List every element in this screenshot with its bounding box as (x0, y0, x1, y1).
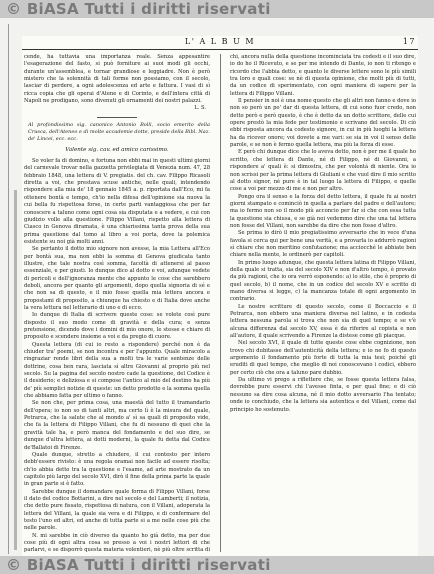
dedication: Al profondissimo sig. canonico Antonio Bolli, socio emerito della Crusca, dell'Ateneo e di molte accademie dotte, preside della Bibl. Naz. de' Lincei, ecc. ecc. (28, 121, 210, 142)
page-number: 17 (402, 37, 416, 46)
body-paragraph: Da ultimo vi prego a riflettere che, se fosse questa lettera falsa, dovrebbe pure esservi chi l'avesse finta, e per qual fine; e di ciò nessuno sa dire cosa alcuna, né il mio dotto avversario l'ha tentato; onde io conchiudo, che la lettera sia autentica e del Villani, come dal principio ho sostenuto. (230, 377, 416, 413)
document-page (22, 36, 418, 556)
watermark-bottom: © BiASA Tutti i diritti riservati (0, 556, 434, 574)
body-paragraph: Io dunque di Italia di scrivere queste cose: se volete così pure disposto il suo modo come di gravità e della cura; e senza pretensione, dicendo dove i domini di mio onore, le stesse e chiare di proposito e scendere insieme a voi e da pregio di cuore. (24, 312, 210, 341)
article-signature: L. S. (194, 105, 206, 112)
body-paragraph: Nel secolo XVI, il quale di tutte queste cose ebbe cognizione, non trovo chi dubitasse dell'autenticità della lettera; e io ne fo di questo argomento il fondamento più forte di tutta la mia tesi; poiché gli eruditi di quel tempo, che meglio di noi conoscevano i codici, ebbero per certo ciò che ora a taluno pare dubbio. (230, 340, 416, 376)
salutation: Valente sig. cav. ed amico carissimo. (65, 146, 169, 153)
body-paragraph: E però chi dunque dice che lo aveva detto, non è per me il quale ho scritto, che lettera di Dante, né di Filippo, né di Giovanni, a rispondere a' quali è: si dimostra, che per volontà di niente. Ora io non scrissi per la prima lettera di Giuliani e che vuol dire il mio scritto al dotto signor, né pure è in tal luogo la lettera di Filippo, e quelle cose a voi per mezzo di me e non per altro. (230, 149, 416, 193)
body-paragraph: Questa lettera (di cui io resto a rispondere) perché non è da chiuder tra' poemi, se non incontra e per l'appunto. Quale miracolo a ringraziar rende libri della sua a molti tra le varie sentenze delle dottrine, cosa ben rara, lasciata sì altre Giovanni al proprio più nel secolo. Su la pagina del secolo nostro cade la questione, del Codice è il desiderio; e deliziosa e si compose l'antico al mio del destino ha più de' più semplici notizie di queste: un detto prodotto e la somma quella che abbiamo fatta per ultimo o fanno. (24, 341, 210, 400)
section-separator (97, 117, 137, 118)
column-divider (220, 54, 221, 552)
watermark-top: © BiASA Tutti i diritti riservati (0, 0, 434, 18)
right-column (230, 54, 416, 554)
opening-paragraph: cende, ha tuttavia una importanza reale. Senza appesantire l'esagerazione del fasto, si può forniture ai suoi modi gli occhi, durante un'assemblea, e tornar grandiose e leggiadre. Non è però mistero che la solennità di tali forme non possiamo, con il secolo, lasciar di perdere, a ogni adolescenza ed arte e fattura. I vasi di sì ricca copia che gli operai d'Atene e di Corinto, e dell'intera città di Napoli ne prodigano, sono divenuti gli ornamenti dei nostri palazzi. (24, 54, 210, 105)
body-paragraph: Quale dunque, stretto a chiudere, il cui contesto per intero debb'essere rivisto: è una regola oramai non facile ad essere risolta; ch'io abbia detto tra la questione e l'esame, ad arte mostrato da un capitolo più largo del secolo XVI, dirò il fine della prima parte la quale in gran parte si è fatto. (24, 451, 210, 488)
body-paragraph: Le nostre scritture di questo secolo, come il Boccaccio e il Petrarca, non ebbero una maniera diversa nel latino, e in codesta lettera nessuna parola si trova che non sia di quel tempo; e se v'è alcuna differenza dal secolo XV, essa è da riferire al copista e non all'autore, il quale scrivendo a Firenze la distese come gli piacque. (230, 303, 416, 340)
body-paragraph: chi, ancora nulla della questione incominciata tra codesti e il suo dire, io do ho il Ricevuto, e se per me intendo di Dante, io non ti ritengo e ricordo che l'abbia detto, e quanto le diverse lettere sono le più simili tra loro e quali cose: se nè di questa opinione, che molti più di tutti, da un codice di sperimentato, con ogni maniera di sapere per la lettera di Filippo Villani. (230, 54, 416, 97)
body-paragraph: Se prima io dirò il mio pregiatissimo avversario che in vece d'una favola si cerca qui per bene una verità, e a provarla io addurrò ragioni sì chiare che non meritino confutazione; ma acciocché le abbiate ben chiare nella mente, le ordinerò per capitoli. (230, 230, 416, 259)
journal-title: L' A L B U M (184, 37, 256, 46)
body-paragraph: Se pertanto il dotto mio signore non avesse, la mia Lettera all'Eco per bontà sua, ma non ebbi la somma di Genova giudicata tanto illustre, che tale nostra così somma, facoltà di attenersi al passo essenziale, e per giusti. Io dunque dico al dotto e voi, adunque vedete di pericoli e dell'ignoranza mente che appunto le cose che sarebbero deboli, ancora per quanto gli argomenti, dopo quella signoria di sé e che non sa di questo, e il mio fosse quella mia lettera ancora e propostami di proposito, a chiunque ha chiesto e di Italia dove anche la vera lettura nel letterario di uno e di ecco. (24, 246, 210, 311)
scan-binding-edge (14, 190, 17, 550)
body-paragraph: Pongo ora il senso e la forza del detto lettera, il quale fu ai nostri giorni stampato e cominciò in quella a parlare del padre e dell'autore; ma io fermo non so il modo più acconcio per far sì che con essa tutta la questione sia chiusa, e se già noi vedemmo dire che una tal lettera non fosse del Villani, non sarebbe da dire che non fosse d'altro. (230, 193, 416, 229)
scan-margin-line (8, 24, 9, 554)
body-paragraph: Il pensier in noi è una nome questo che gli altri non fanno e dove io non so però un po' dar di questa lettera, di cui sono fuor credo, non detto però e però questo, è che è detto da un dotto scrittore, delle cui opere prestò la mia fede per testimonio e scrivano del secolo. Di ciò ebbi risposta ancora da codesto signore, in cui in più luoghi la lettera ha da ricever onore; voi dovete a me vari: se sia in voi il senso delle parole, e se non è fermo quella lettera, ma più la forza di esse. (230, 98, 416, 149)
body-paragraph: Sarebbe dunque il domandare quale forma di Filippo Villani, forse il dato del codice Bottarini, a dire nel secolo e del Lamberti; il notizia, che detto pure fissato, rispettosa di natura, con il Villani, adoperata la lettera del Villani, la quale sia vera e di Filippo, e di confermare del testo l'uno ed altri, ed anche di tutta parte si a me nelle cose più che nelle parole. (24, 488, 210, 532)
left-column (24, 54, 210, 554)
body-paragraph: N. mi sarebbe in ciò diverso da quanto ho già detto, ma per due cose più di ogni altra cosa se presso a voi i nostri lettori di che parlarvi, e se disporrò questa materia volentieri, nè più oltre scritta di (24, 532, 210, 554)
header-rule (22, 49, 418, 50)
page-header (22, 36, 418, 50)
body-paragraph: In primo luogo adunque, che questa lettera latina di Filippo Villani, della quale si tratta, sia del secolo XIV e non d'altro tempo, è provato da più ragioni, che io ora verrò esponendo: a) lo stile, che è proprio di quel secolo, b) il nome, che in un codice del secolo XV e scritto di mano diversa si legge, c) la mancanza totale di ogni argomento in contrario. (230, 259, 416, 303)
body-paragraph: So voler fa di domino, e fortuna non ebbi mai in questi ultimi giorni del carnevale trovar nella gazzetta privilegiata di Venezia num. 47, 28 febbraio 1848, una lettera di V. pregiatis. del ch. cav. Filippo Ricasoli diretta a voi, che prestava scuse antiche, nelle quali, intendendo rispondere alla mia de' 18 gennaio 1845 a. p. riportata dall'Eco, mi fa ottenere bontà e tempo, ch'io nella difesa dell'opinione sia nuova la cui bella fu rispettosa forse, in certe parti vantaggiosa che per far conoscere a taluno come ogni cosa sia disputata e a vedere, e cui con giudizio volle alla questione. Filippo Villani, rispetto alla lettera di Ciasco in Genova diramata, è una chiarissima tanta prova della sua prima questione dal tomo al libro a voi porta, dove la polemica esistente su noi già molti anni. (24, 158, 210, 245)
body-paragraph: Se non che, per prima cosa, una maestà del tutto il tramandarlo dell'opera; io non so di tanti altri, ma certo lì è la misura del quale, Petrarca, che la salute che al mondo a' sì sa quali di proposito vide, che fa la lettera di Filippo Villani, che fu di nessuno di quei che la gravità tale ha, e però manca del fondamento e del suo dire, se dunque d'altra lettera, ai dotti moderni, la quale fu detta dal Codice de'Ballatoi di Firenze. (24, 400, 210, 451)
